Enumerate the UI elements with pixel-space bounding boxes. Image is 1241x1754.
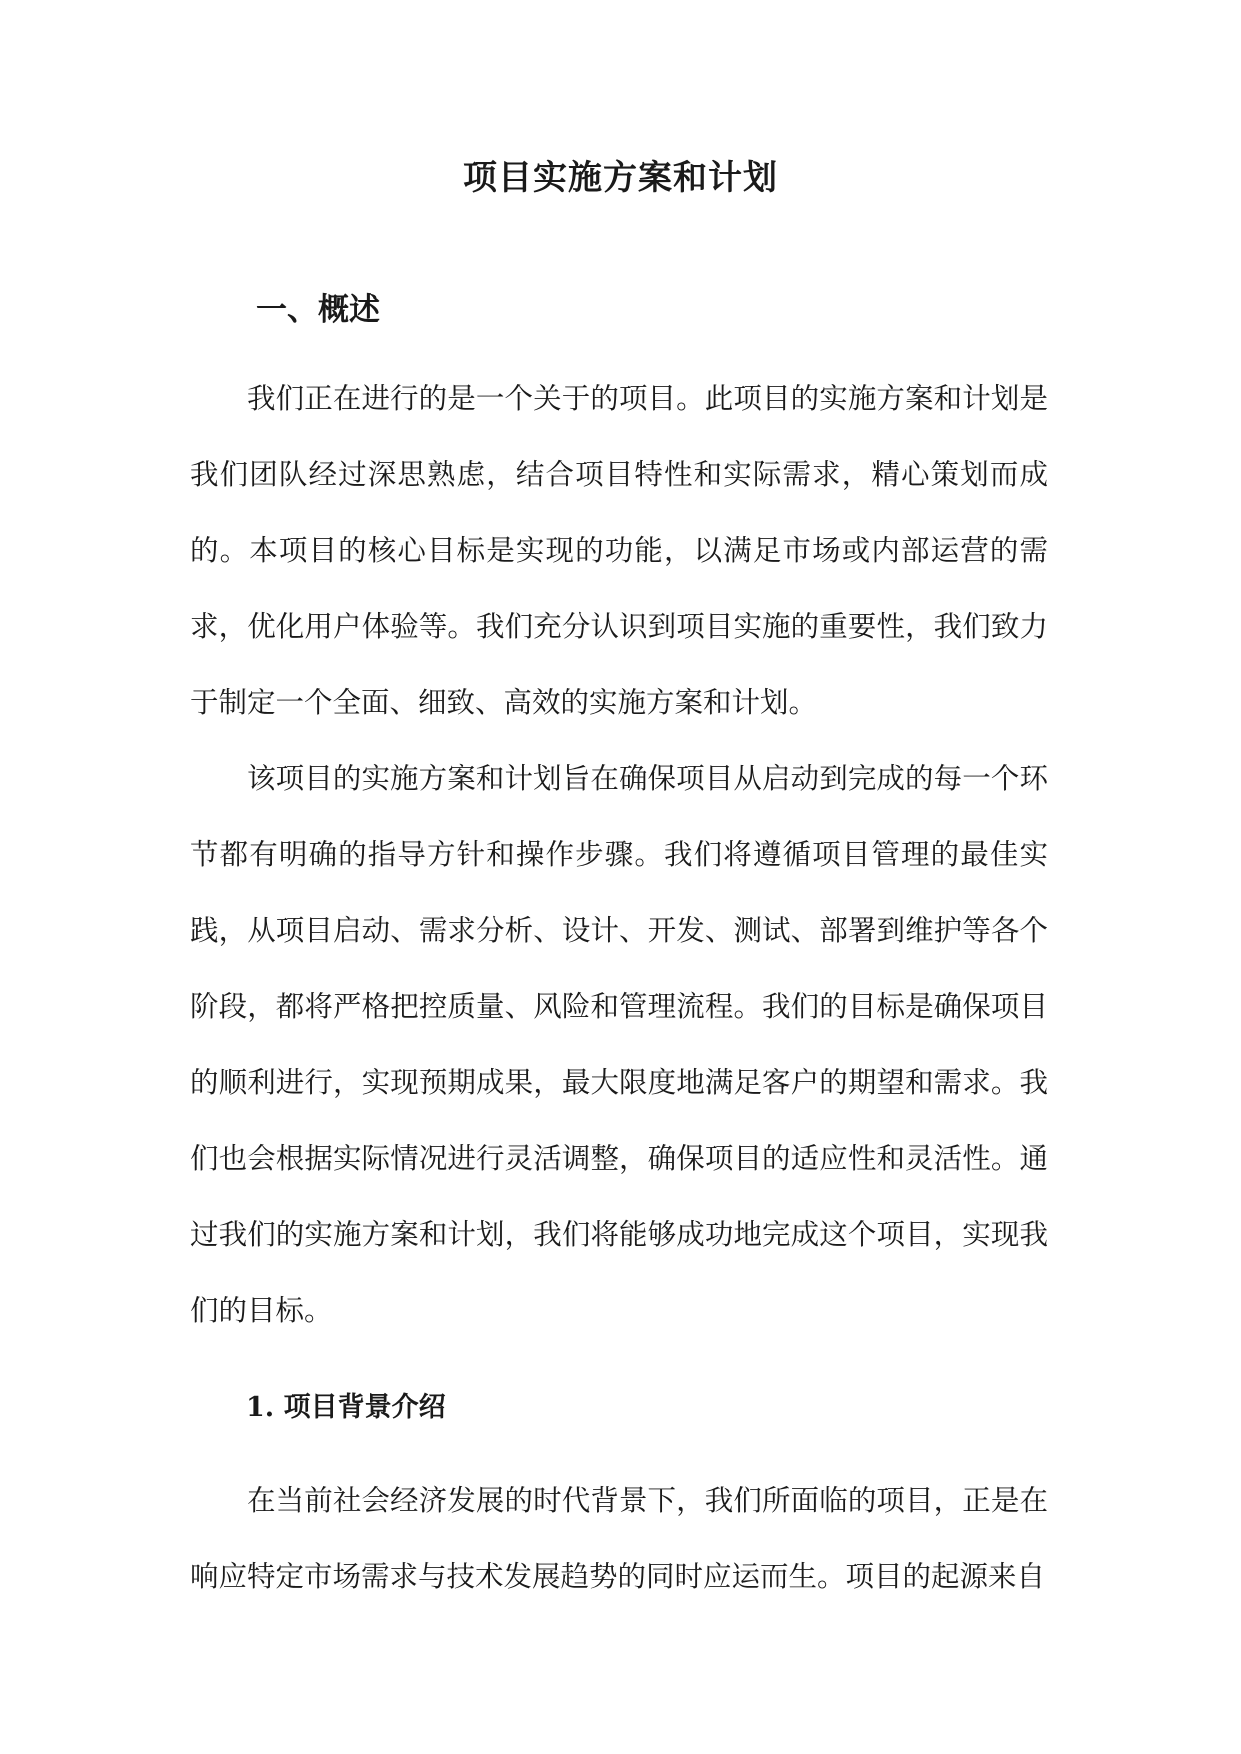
background-paragraph: 在当前社会经济发展的时代背景下，我们所面临的项目，正是在响应特定市场需求与技术发展趋势的同时应运而生。项目的起源来自	[190, 1484, 1048, 1593]
overview-paragraph-2: 该项目的实施方案和计划旨在确保项目从启动到完成的每一个环节都有明确的指导方针和操作步骤。我们将遵循项目管理的最佳实践，从项目启动、需求分析、设计、开发、测试、部署到维护等各个阶段，都将严格把控质量、风险和管理流程。我们的目标是确保项目的顺利进行，实现预期成果，最大限度地满足客户的期望和需求。我们也会根据实际情况进行灵活调整，确保项目的适应性和灵活性。通过我们的实施方案和计划，我们将能够成功地完成这个项目，实现我们的目标。	[190, 762, 1048, 1327]
overview-paragraph-1: 我们正在进行的是一个关于的项目。此项目的实施方案和计划是我们团队经过深思熟虑，结合项目特性和实际需求，精心策划而成的。本项目的核心目标是实现的功能，以满足市场或内部运营的需求，优化用户体验等。我们充分认识到项目实施的重要性，我们致力于制定一个全面、细致、高效的实施方案和计划。	[190, 382, 1048, 719]
section-heading-overview: 一、概述	[256, 292, 380, 328]
document-title: 项目实施方案和计划	[463, 158, 778, 198]
subsection-heading-background: 1. 项目背景介绍	[246, 1392, 446, 1423]
